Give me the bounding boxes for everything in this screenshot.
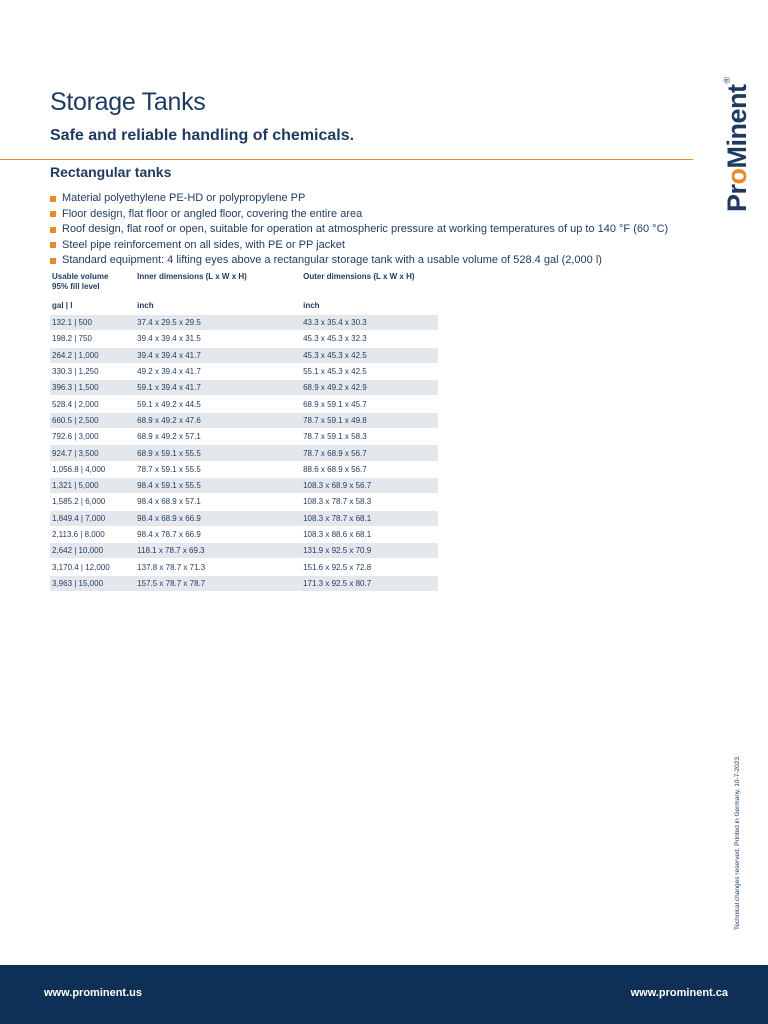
feature-list <box>50 191 668 269</box>
cell-inner-dims: 98.4 x 59.1 x 55.5 <box>135 477 301 493</box>
cell-outer-dims: 78.7 x 59.1 x 58.3 <box>301 429 438 445</box>
cell-volume: 792.6 | 3,000 <box>50 429 135 445</box>
cell-volume: 528.4 | 2,000 <box>50 396 135 412</box>
page-title: Storage Tanks <box>50 88 206 116</box>
cell-volume: 396.3 | 1,500 <box>50 380 135 396</box>
cell-volume: 330.3 | 1,250 <box>50 363 135 379</box>
table-row <box>50 412 438 428</box>
cell-inner-dims: 49.2 x 39.4 x 41.7 <box>135 363 301 379</box>
table-row <box>50 429 438 445</box>
header-divider <box>0 159 693 160</box>
cell-outer-dims: 45.3 x 45.3 x 42.5 <box>301 347 438 363</box>
section-heading: Rectangular tanks <box>50 164 172 180</box>
feature-text: Standard equipment: 4 lifting eyes above a rectangular storage tank with a usable volume of 528.4 gal (2,000 l) <box>62 254 602 266</box>
table-row <box>50 559 438 575</box>
cell-outer-dims: 131.9 x 92.5 x 70.9 <box>301 543 438 559</box>
square-bullet-icon <box>50 242 56 248</box>
table-row <box>50 510 438 526</box>
cell-outer-dims: 108.3 x 78.7 x 58.3 <box>301 494 438 510</box>
cell-volume: 1,585.2 | 6,000 <box>50 494 135 510</box>
cell-inner-dims: 68.9 x 49.2 x 47.6 <box>135 412 301 428</box>
square-bullet-icon <box>50 258 56 264</box>
cell-inner-dims: 59.1 x 49.2 x 44.5 <box>135 396 301 412</box>
footer-bar <box>0 965 768 1024</box>
cell-inner-dims: 68.9 x 49.2 x 57.1 <box>135 429 301 445</box>
feature-item <box>50 191 668 207</box>
cell-volume: 1,849.4 | 7,000 <box>50 510 135 526</box>
cell-volume: 198.2 | 750 <box>50 331 135 347</box>
cell-volume: 3,963 | 15,000 <box>50 575 135 591</box>
cell-volume: 132.1 | 500 <box>50 315 135 331</box>
cell-inner-dims: 98.4 x 78.7 x 66.9 <box>135 526 301 542</box>
feature-text: Steel pipe reinforcement on all sides, with PE or PP jacket <box>62 238 345 251</box>
table-row <box>50 543 438 559</box>
table-header-row <box>50 270 438 297</box>
dimensions-table <box>50 270 438 592</box>
cell-outer-dims: 68.9 x 49.2 x 42.9 <box>301 380 438 396</box>
square-bullet-icon <box>50 211 56 217</box>
table-row <box>50 315 438 331</box>
cell-outer-dims: 68.9 x 59.1 x 45.7 <box>301 396 438 412</box>
header-line: 95% fill level <box>52 282 100 291</box>
table-row <box>50 396 438 412</box>
cell-outer-dims: 55.1 x 45.3 x 42.5 <box>301 363 438 379</box>
table-row <box>50 477 438 493</box>
column-header-inner: Inner dimensions (L x W x H) <box>137 272 247 281</box>
cell-volume: 264.2 | 1,000 <box>50 347 135 363</box>
cell-inner-dims: 39.4 x 39.4 x 31.5 <box>135 331 301 347</box>
cell-outer-dims: 78.7 x 59.1 x 49.8 <box>301 412 438 428</box>
table-row <box>50 380 438 396</box>
cell-inner-dims: 39.4 x 39.4 x 41.7 <box>135 347 301 363</box>
legal-note: Technical changes reserved. Printed in Germany, 10-7-2023. <box>734 755 741 930</box>
cell-volume: 1,321 | 5,000 <box>50 477 135 493</box>
feature-item <box>50 222 668 238</box>
cell-inner-dims: 59.1 x 39.4 x 41.7 <box>135 380 301 396</box>
page-subtitle: Safe and reliable handling of chemicals. <box>50 127 355 144</box>
cell-inner-dims: 78.7 x 59.1 x 55.5 <box>135 461 301 477</box>
cell-inner-dims: 98.4 x 68.9 x 66.9 <box>135 510 301 526</box>
table-row <box>50 363 438 379</box>
cell-outer-dims: 151.6 x 92.5 x 72.8 <box>301 559 438 575</box>
cell-inner-dims: 157.5 x 78.7 x 78.7 <box>135 575 301 591</box>
feature-item <box>50 207 668 223</box>
square-bullet-icon <box>50 196 56 202</box>
feature-text: Roof design, flat roof or open, suitable for operation at atmospheric pressure at working temperatures of up to 140 °F (60 °C) <box>62 223 669 235</box>
feature-item <box>50 253 668 269</box>
table-row <box>50 494 438 510</box>
table-row <box>50 575 438 591</box>
cell-outer-dims: 88.6 x 68.9 x 56.7 <box>301 461 438 477</box>
cell-outer-dims: 108.3 x 78.7 x 68.1 <box>301 510 438 526</box>
column-header-volume <box>50 270 135 297</box>
table-units-row <box>50 297 438 315</box>
square-bullet-icon <box>50 227 56 233</box>
feature-text: Floor design, flat floor or angled floor, covering the entire area <box>62 207 363 220</box>
table-row <box>50 526 438 542</box>
cell-outer-dims: 78.7 x 68.9 x 56.7 <box>301 445 438 461</box>
header-line: Usable volume <box>52 272 109 281</box>
cell-volume: 1,056.8 | 4,000 <box>50 461 135 477</box>
unit-inner: inch <box>137 300 154 310</box>
footer-link-ca[interactable]: www.prominent.ca <box>630 987 728 999</box>
feature-text: Material polyethylene PE-HD or polypropylene PP <box>62 192 306 204</box>
cell-volume: 3,170.4 | 12,000 <box>50 559 135 575</box>
cell-outer-dims: 45.3 x 45.3 x 32.3 <box>301 331 438 347</box>
cell-inner-dims: 37.4 x 29.5 x 29.5 <box>135 315 301 331</box>
cell-outer-dims: 108.3 x 88.6 x 68.1 <box>301 526 438 542</box>
table-row <box>50 331 438 347</box>
footer-link-us[interactable]: www.prominent.us <box>44 987 142 999</box>
table-row <box>50 445 438 461</box>
cell-outer-dims: 171.3 x 92.5 x 80.7 <box>301 575 438 591</box>
cell-inner-dims: 137.8 x 78.7 x 71.3 <box>135 559 301 575</box>
cell-inner-dims: 118.1 x 78.7 x 69.3 <box>135 543 301 559</box>
cell-inner-dims: 68.9 x 59.1 x 55.5 <box>135 445 301 461</box>
unit-outer: inch <box>303 300 320 310</box>
cell-volume: 660.5 | 2,500 <box>50 412 135 428</box>
prominent-logo: ProMinent® <box>722 77 752 212</box>
column-header-outer: Outer dimensions (L x W x H) <box>303 272 415 281</box>
feature-item <box>50 238 668 254</box>
cell-inner-dims: 98.4 x 68.9 x 57.1 <box>135 494 301 510</box>
cell-volume: 2,642 | 10,000 <box>50 543 135 559</box>
cell-volume: 924.7 | 3,500 <box>50 445 135 461</box>
cell-volume: 2,113.6 | 8,000 <box>50 526 135 542</box>
cell-outer-dims: 43.3 x 35.4 x 30.3 <box>301 315 438 331</box>
table-row <box>50 347 438 363</box>
table-row <box>50 461 438 477</box>
unit-volume: gal | l <box>52 300 73 310</box>
cell-outer-dims: 108.3 x 68.9 x 56.7 <box>301 477 438 493</box>
